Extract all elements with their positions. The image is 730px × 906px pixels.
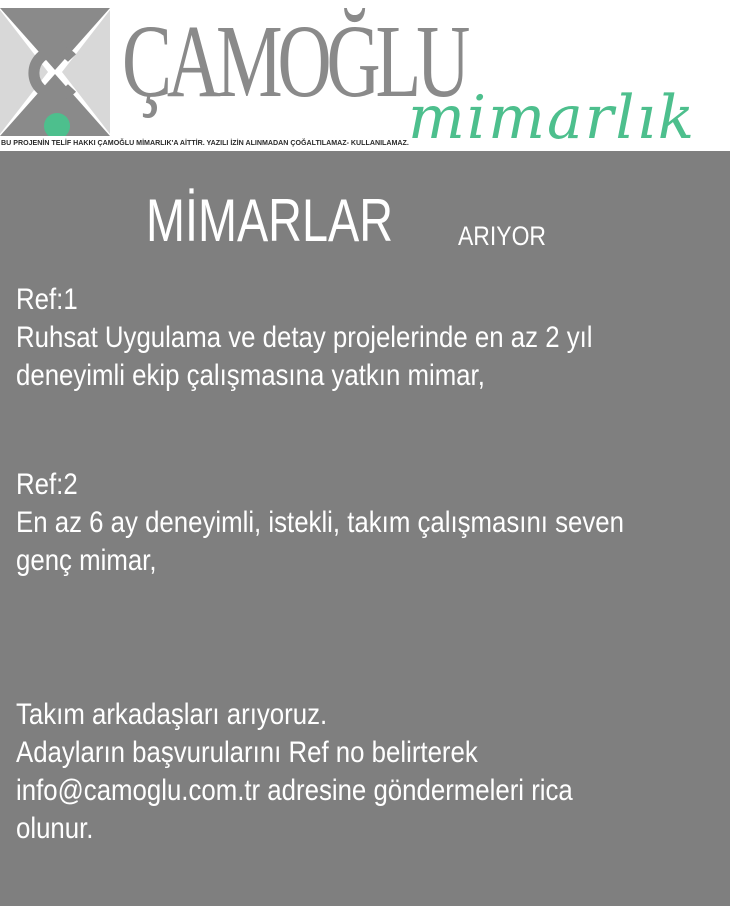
- closing-section: [16, 696, 663, 848]
- heading-sub: ARIYOR: [458, 221, 547, 251]
- ref-2-line: En az 6 ay deneyimli, istekli, takım çalışmasını seven: [16, 506, 624, 539]
- announcement-body: [0, 151, 730, 906]
- ref-2-section: [16, 466, 723, 580]
- closing-line: olunur.: [16, 812, 94, 845]
- closing-line: Takım arkadaşları arıyoruz.: [16, 698, 328, 731]
- brand-name: ÇAMOĞLU: [122, 4, 466, 119]
- page-title: [146, 187, 547, 254]
- copyright-notice: BU PROJENİN TELİF HAKKI ÇAMOĞLU MİMARLIK'A AİTTİR. YAZILI İZİN ALINMADAN ÇOĞALTILAMAZ- KULLANILAMAZ.: [1, 139, 409, 147]
- camoglu-logo-icon: [0, 8, 112, 136]
- ref-2-label: Ref:2: [16, 468, 78, 501]
- ref-1-line: deneyimli ekip çalışmasına yatkın mimar,: [16, 359, 485, 392]
- heading-main: MİMARLAR: [146, 187, 394, 254]
- brand-subtitle: mimarlık: [408, 83, 697, 151]
- ref-1-line: Ruhsat Uygulama ve detay projelerinde en az 2 yıl: [16, 321, 593, 354]
- header-banner: [0, 0, 730, 151]
- ref-1-label: Ref:1: [16, 283, 78, 316]
- contact-email-line[interactable]: info@camoglu.com.tr adresine göndermeleri rica: [16, 774, 573, 807]
- ref-2-line: genç mimar,: [16, 544, 157, 577]
- closing-line: Adayların başvurularını Ref no belirterek: [16, 736, 478, 769]
- ref-1-section: [16, 281, 686, 395]
